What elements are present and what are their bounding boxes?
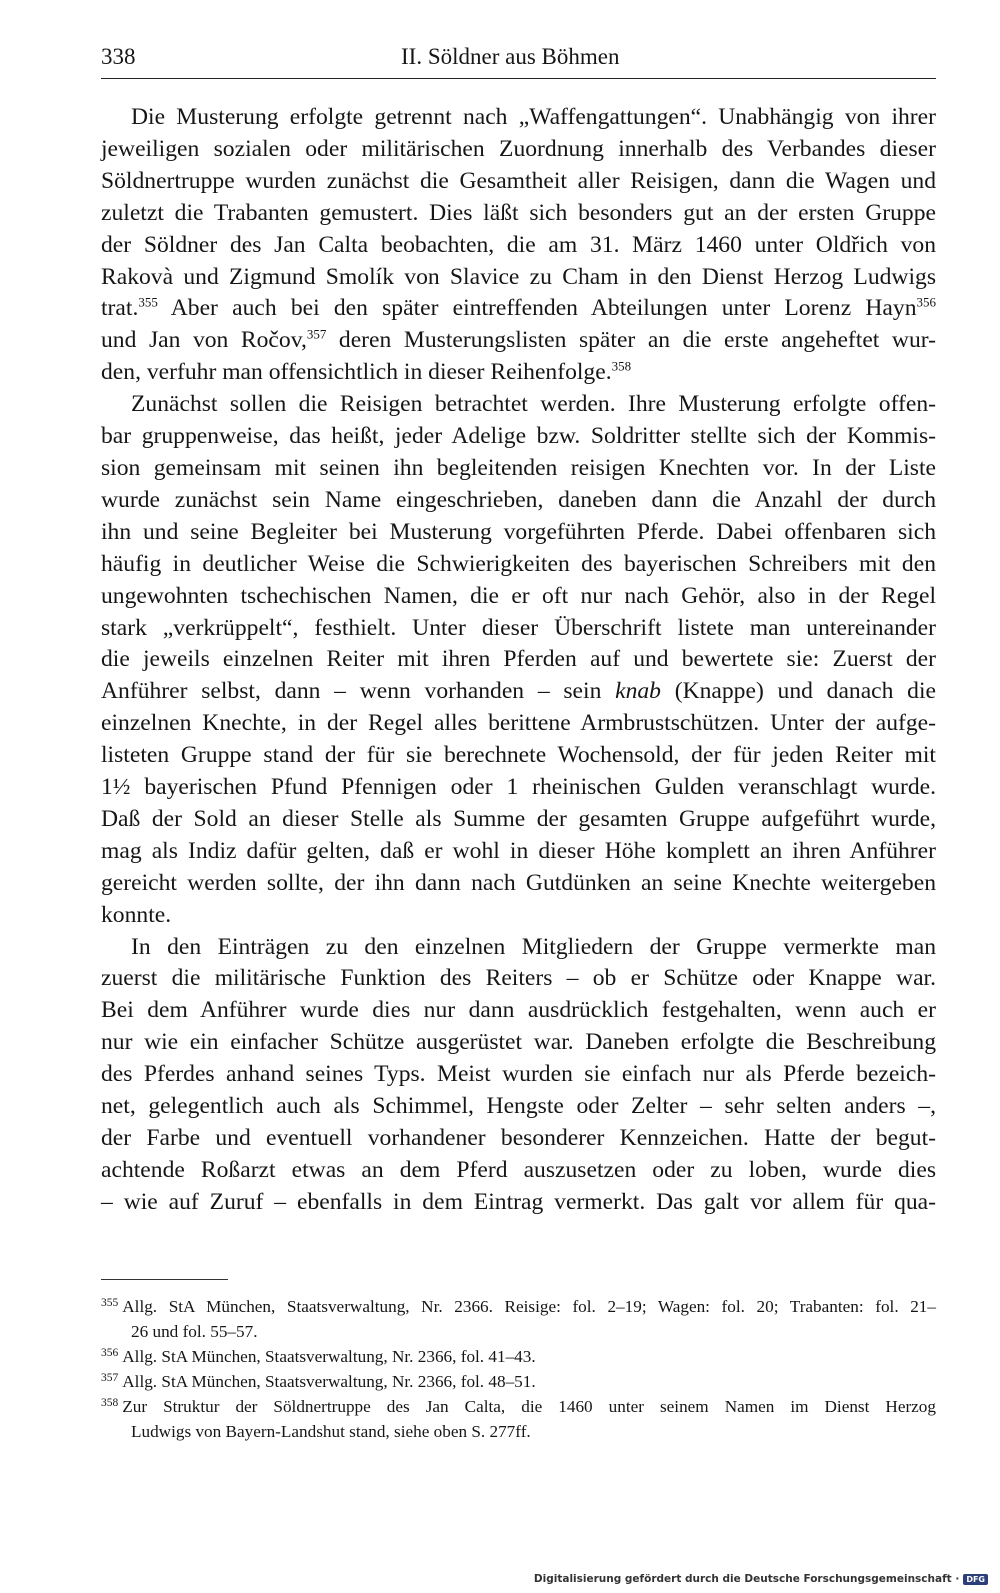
running-head-title: II. Söldner aus Böhmen: [401, 44, 620, 69]
text-line: häufig in deutlicher Weise die Schwierigkeiten des bayerischen Schreibers mit den: [101, 550, 936, 577]
footnote-355: [101, 1294, 936, 1344]
text-line: [101, 357, 936, 389]
text-line: net, gelegentlich auch als Schimmel, Hengste oder Zelter – sehr selten anders –,: [101, 1093, 936, 1120]
footnote-ref-355[interactable]: 355: [138, 295, 158, 310]
footnote-text: Zur Struktur der Söldnertruppe des Jan Calta, die 1460 unter seinem Namen im Dienst Herzog: [122, 1397, 936, 1416]
text-fragment: (Knappe) und danach die: [660, 678, 937, 705]
text-line: 1½ bayerischen Pfund Pfennigen oder 1 rheinischen Gulden veranschlagt wurde.: [101, 774, 936, 801]
text-line: Bei dem Anführer wurde dies nur dann ausdrücklich festgehalten, wenn auch er: [101, 997, 936, 1024]
page-number: 338: [101, 44, 136, 69]
text-line: der Farbe und eventuell vorhandener besonderer Kennzeichen. Hatte der begut-: [101, 1125, 936, 1151]
text-line: bar gruppenweise, das heißt, jeder Adelige bzw. Soldritter stellte sich der Kommis-: [101, 423, 936, 450]
dfg-logo: DFG: [963, 1574, 988, 1585]
footnote-ref-356[interactable]: 356: [916, 295, 936, 310]
text-line: stark „verkrüppelt“, festhielt. Unter dieser Überschrift listete man untereinander: [101, 614, 936, 641]
text-line: die jeweils einzelnen Reiter mit ihren Pferden auf und bewertete sie: Zuerst der: [101, 646, 936, 673]
footnote-ref-357[interactable]: 357: [306, 326, 327, 342]
footnote-text: Allg. StA München, Staatsverwaltung, Nr. 2366. Reisige: fol. 2–19; Wagen: fol. 20; Trabanten: fol. 21–: [122, 1297, 936, 1316]
text-line: der Söldner des Jan Calta beobachten, die am 31. März 1460 unter Oldřich von: [101, 231, 936, 258]
footnote-line: [101, 1344, 936, 1369]
footnote-text: Allg. StA München, Staatsverwaltung, Nr. 2366, fol. 41–43.: [122, 1347, 536, 1366]
italic-term: knab: [615, 678, 661, 705]
footnote-line: [101, 1394, 936, 1419]
footnote-line: Ludwigs von Bayern-Landshut stand, siehe oben S. 277ff.: [131, 1422, 531, 1441]
footnotes: [101, 1294, 936, 1444]
footnote-text: Allg. StA München, Staatsverwaltung, Nr. 2366, fol. 48–51.: [122, 1372, 536, 1391]
text-line: – wie auf Zuruf – ebenfalls in dem Eintrag vermerkt. Das galt vor allem für qua-: [101, 1188, 936, 1215]
footnote-number: 357: [101, 1371, 119, 1384]
footnote-ref-358[interactable]: 358: [611, 358, 632, 374]
text-line: Zunächst sollen die Reisigen betrachtet werden. Ihre Musterung erfolgte offen-: [131, 391, 936, 418]
text-line: Rakovà und Zigmund Smolík von Slavice zu Cham in den Dienst Herzog Ludwigs: [101, 263, 936, 290]
footnote-number: 356: [101, 1346, 119, 1359]
text-line: gereicht werden sollte, der ihn dann nach Gutdünken an seine Knechte weitergeben: [101, 869, 936, 896]
text-line: ungewohnten tschechischen Namen, die er oft nur nach Gehör, also in der Regel: [101, 582, 936, 609]
text-line: Die Musterung erfolgte getrennt nach „Waffengattungen“. Unabhängig von ihrer: [131, 104, 936, 130]
paragraph-2: [101, 389, 936, 931]
footnote-number: 355: [101, 1296, 119, 1309]
footnote-line: 26 und fol. 55–57.: [131, 1322, 258, 1341]
text-line: mag als Indiz dafür gelten, daß er wohl in dieser Höhe komplett an ihren Anführer: [101, 837, 936, 864]
text-line: [101, 325, 936, 357]
text-line: [101, 293, 936, 325]
footnote-divider: [101, 1279, 228, 1280]
text-line: konnte.: [101, 901, 172, 928]
text-fragment: den, verfuhr man offensichtlich in dieser Reihenfolge.: [101, 359, 612, 386]
footnote-356: [101, 1344, 936, 1369]
footnote-number: 358: [101, 1396, 119, 1409]
footnote-357: [101, 1369, 936, 1394]
credit-text: Digitalisierung gefördert durch die Deutsche Forschungsgemeinschaft ·: [533, 1573, 960, 1585]
text-line: Söldnertruppe wurden zunächst die Gesamtheit aller Reisigen, dann die Wagen und: [101, 167, 936, 194]
text-line: In den Einträgen zu den einzelnen Mitgliedern der Gruppe vermerkte man: [131, 933, 936, 960]
text-line: [101, 676, 936, 708]
text-line: listeten Gruppe stand der für sie berechnete Wochensold, der für jeden Reiter mit: [101, 742, 936, 769]
text-line: sion gemeinsam mit seinen ihn begleitenden reisigen Knechten vor. In der Liste: [101, 454, 936, 481]
text-line: zuerst die militärische Funktion des Reiters – ob er Schütze oder Knappe war.: [101, 965, 936, 992]
text-line: des Pferdes anhand seines Typs. Meist wurden sie einfach nur als Pferde bezeich-: [101, 1061, 936, 1088]
text-line: jeweiligen sozialen oder militärischen Zuordnung innerhalb des Verbandes dieser: [101, 135, 936, 162]
text-line: wurde zunächst sein Name eingeschrieben, daneben dann die Anzahl der durch: [101, 486, 936, 513]
text-line: nur wie ein einfacher Schütze ausgerüstet war. Daneben erfolgte die Beschreibung: [101, 1029, 936, 1056]
footnote-line: [101, 1369, 936, 1394]
text-line: zuletzt die Trabanten gemustert. Dies läßt sich besonders gut an der ersten Gruppe: [101, 199, 936, 226]
text-line: Daß der Sold an dieser Stelle als Summe der gesamten Gruppe aufgeführt wurde,: [101, 805, 936, 832]
paragraph-3: [101, 932, 936, 1219]
running-header: [101, 42, 936, 79]
text-fragment: trat.: [101, 295, 139, 322]
main-text: [101, 102, 936, 1219]
footnote-line: [101, 1294, 936, 1319]
digitization-credit: [534, 1573, 988, 1585]
text-fragment: Anführer selbst, dann – wenn vorhanden – sein: [101, 678, 616, 705]
text-line: ihn und seine Begleiter bei Musterung vorgeführten Pferde. Dabei offenbaren sich: [101, 518, 936, 545]
text-fragment: deren Musterungslisten später an die erste angeheftet wur-: [326, 327, 936, 354]
footnote-358: [101, 1394, 936, 1444]
text-fragment: Aber auch bei den später eintreffenden Abteilungen unter Lorenz Hayn: [157, 295, 917, 322]
text-fragment: und Jan von Ročov,: [101, 327, 307, 354]
paragraph-1: [101, 102, 936, 389]
text-line: einzelnen Knechte, in der Regel alles berittene Armbrustschützen. Unter der aufge-: [101, 710, 936, 737]
text-line: achtende Roßarzt etwas an dem Pferd auszusetzen oder zu loben, wurde dies: [101, 1156, 936, 1183]
